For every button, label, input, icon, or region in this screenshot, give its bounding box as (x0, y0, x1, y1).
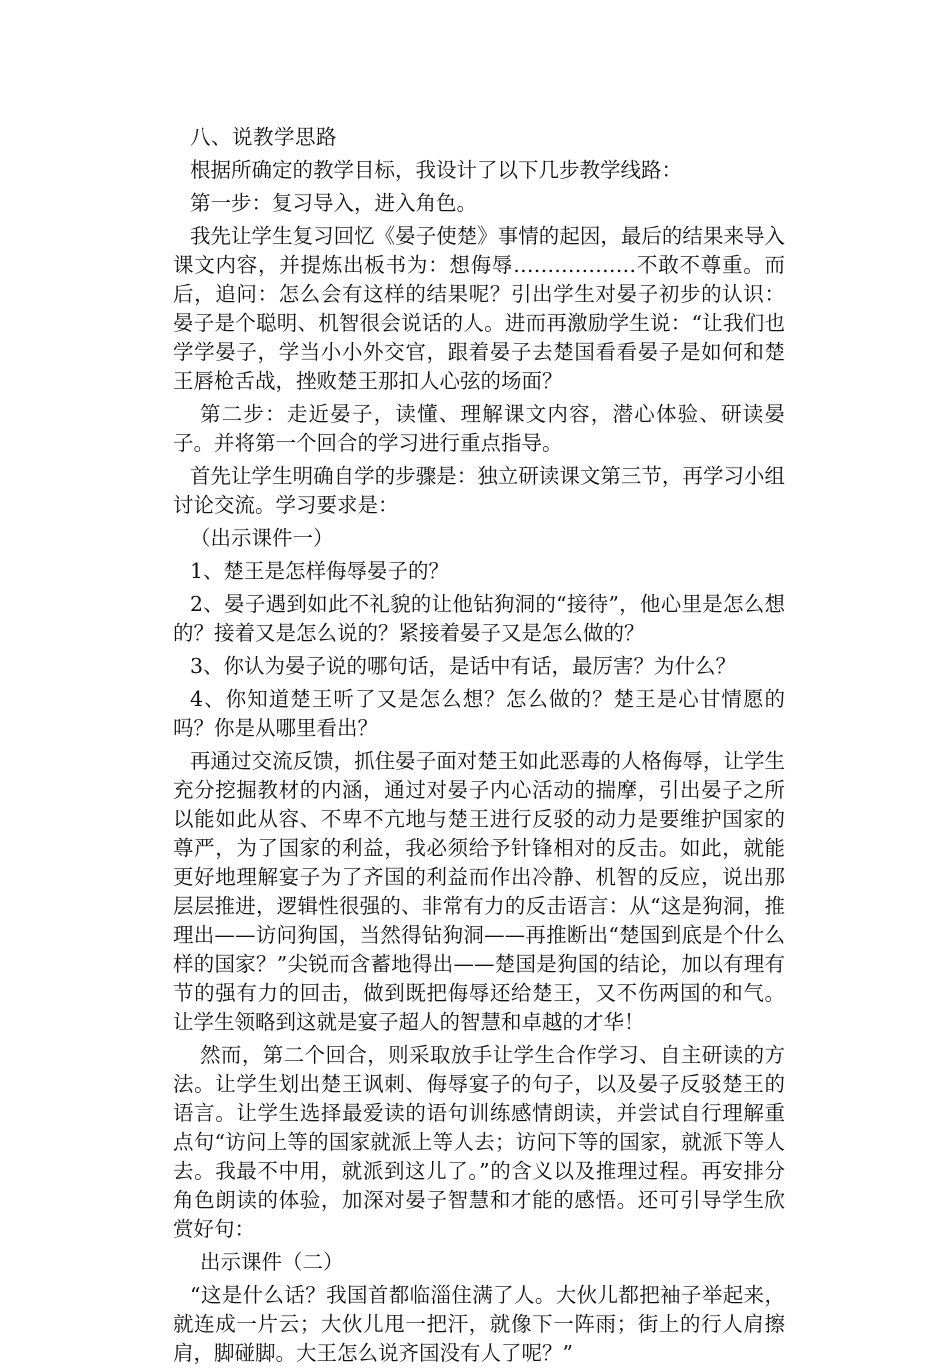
paragraph-courseware-one: （出示课件一） (190, 526, 334, 550)
paragraph-step-one: 第一步：复习导入，进入角色。 (190, 191, 477, 215)
paragraph-step-one-detail: 我先让学生复习回忆《晏子使楚》事情的起因，最后的结果来导入课文内容，并提炼出板书为：想侮辱………………不敢不尊重。而后，追问：怎么会有这样的结果呢？引出学生对晏子初步的认识：晏子是个聪明、机智很会说话的人。进而再激励学生说：“让我们也学学晏子，学当小小外交官，跟着晏子去楚国看看晏子是如何和楚王唇枪舌战，挫败楚王那扣人心弦的场面？ (173, 224, 785, 393)
paragraph-question-4: 4、你知道楚王听了又是怎么想？怎么做的？楚王是心甘情愿的吗？你是从哪里看出？ (173, 687, 785, 740)
paragraph-question-3: 3、你认为晏子说的哪句话，是话中有话，最厉害？为什么？ (190, 654, 737, 678)
paragraph-step-two: 第二步：走近晏子，读懂、理解课文内容，潜心体验、研读晏子。并将第一个回合的学习进行重点指导。 (173, 402, 785, 455)
paragraph-question-1: 1、楚王是怎样侮辱晏子的？ (190, 559, 450, 583)
paragraph-self-study: 首先让学生明确自学的步骤是：独立研读课文第三节，再学习小组讨论交流。学习要求是： (173, 464, 785, 517)
paragraph-quote: “这是什么话？我国首都临淄住满了人。大伙儿都把袖子举起来，就连成一片云；大伙儿甩一把汗，就像下一阵雨；街上的行人肩擦肩，脚碰脚。大王怎么说齐国没有人了呢？” (173, 1283, 785, 1365)
paragraph-round-two: 然而，第二个回合，则采取放手让学生合作学习、自主研读的方法。让学生划出楚王讽刺、侮辱宴子的句子，以及晏子反驳楚王的语言。让学生选择最爱读的语句训练感情朗读，并尝试自行理解重点句“访问上等的国家就派上等人去；访问下等的国家，就派下等人去。我最不中用，就派到这儿了。”的含义以及推理过程。再安排分角色朗读的体验，加深对晏子智慧和才能的感悟。还可引导学生欣赏好句： (173, 1043, 785, 1241)
document-page (173, 123, 785, 1372)
paragraph-feedback: 再通过交流反馈，抓住晏子面对楚王如此恶毒的人格侮辱，让学生充分挖掘教材的内涵，通过对晏子内心活动的揣摩，引出晏子之所以能如此从容、不卑不亢地与楚王进行反驳的动力是要维护国家的尊严，为了国家的利益，我必须给予针锋相对的反击。如此，就能更好地理解宴子为了齐国的利益而作出冷静、机智的反应，说出那层层推进，逻辑性很强的、非常有力的反击语言：从“这是狗洞，推理出——访问狗国，当然得钻狗洞——再推断出“楚国到底是个什么样的国家？”尖锐而含蓄地得出——楚国是狗国的结论，加以有理有节的强有力的回击，做到既把侮辱还给楚王，又不伤两国的和气。让学生领略到这就是宴子超人的智慧和卓越的才华！ (173, 749, 785, 1034)
section-title: 八、说教学思路 (190, 125, 337, 149)
paragraph-question-2: 2、晏子遇到如此不礼貌的让他钻狗洞的“接待”，他心里是怎么想的？接着又是怎么说的？紧接着晏子又是怎么做的？ (173, 592, 785, 645)
paragraph-intro: 根据所确定的教学目标，我设计了以下几步教学线路： (190, 158, 682, 182)
paragraph-courseware-two: 出示课件（二） (200, 1250, 344, 1274)
